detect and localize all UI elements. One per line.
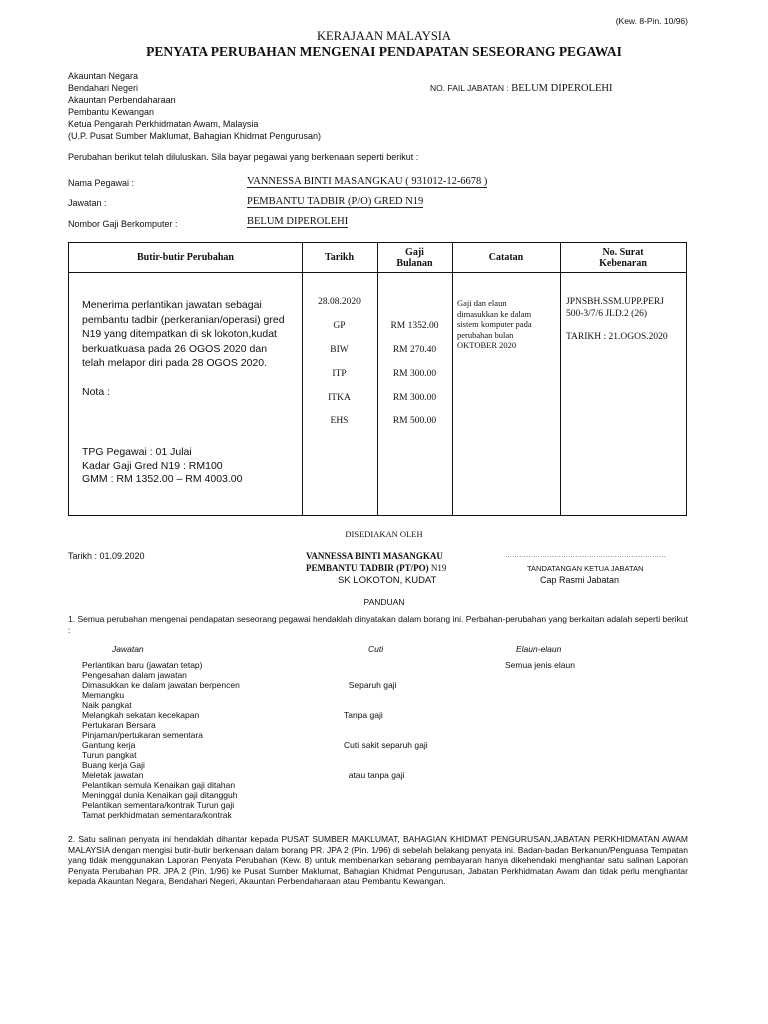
name-value: VANNESSA BINTI MASANGKAU ( 931012-12-6678 ) — [247, 176, 488, 187]
col-header-salary-line1: Gaji — [405, 246, 424, 258]
details-line: berkuatkuasa pada 26 OGOS 2020 dan — [82, 342, 268, 355]
list-item: Tanpa gaji — [344, 710, 383, 720]
col-header-date: Tarikh — [324, 252, 355, 263]
recipient-item: (U.P. Pusat Sumber Maklumat, Bahagian Khidmat Pengurusan) — [68, 131, 321, 141]
col-header-details: Butir-butir Perubahan — [137, 252, 234, 263]
details-line: Menerima perlantikan jawatan sebagai — [82, 299, 262, 311]
details-line: pembantu tadbir (perkeranian/operasi) gred — [82, 313, 285, 326]
pay-code: ITKA — [328, 393, 351, 403]
intro-text: Perubahan berikut telah diluluskan. Sila bayar pegawai yang berkenaan seperti berikut : — [68, 152, 419, 162]
date-value: 28.08.2020 — [318, 297, 361, 307]
pay-amount: RM 500.00 — [392, 416, 437, 426]
list-item: Pelantikan semula Kenaikan gaji ditahan — [82, 780, 236, 790]
letter-ref — [566, 296, 664, 320]
pay-amount: RM 270.40 — [392, 345, 437, 355]
guide-title: PANDUAN — [363, 597, 405, 607]
jawatan-heading: Jawatan — [112, 644, 144, 654]
guide-paragraph-1: 1. Semua perubahan mengenai pendapatan seseorang pegawai hendaklah dinyatakan dalam borang ini. Perbahan-perubahan yang berkaitan adalah seperti berikut : — [68, 614, 688, 635]
position-value: PEMBANTU TADBIR (P/O) GRED N19 — [247, 196, 424, 207]
form-code: (Kew. 8-Pin. 10/96) — [615, 16, 688, 26]
list-item: Naik pangkat — [82, 700, 132, 710]
list-item: atau tanpa gaji — [344, 770, 405, 780]
list-item: Cuti sakit separuh gaji — [344, 740, 428, 750]
table-divider — [560, 243, 561, 515]
list-item: Buang kerja Gaji — [82, 760, 145, 770]
table-divider — [452, 243, 453, 515]
cuti-heading: Cuti — [368, 644, 384, 654]
pay-amount: RM 300.00 — [392, 393, 437, 403]
recipient-list — [68, 70, 321, 142]
pay-code: BIW — [330, 345, 349, 355]
preparer-role-grade: N19 — [428, 563, 447, 573]
col-header-salary-line2: Bulanan — [396, 257, 433, 269]
list-item: Gantung kerja — [82, 740, 136, 750]
position-label: Jawatan : — [68, 198, 107, 208]
col-header-notes: Catatan — [488, 252, 524, 263]
table-divider — [377, 243, 378, 515]
list-item: Dimasukkan ke dalam jawatan berpencen — [82, 680, 240, 690]
col-header-letter — [560, 243, 686, 272]
signature-line: …………………………………………………………… — [505, 552, 666, 559]
list-item: Pinjaman/pertukaran sementara — [82, 730, 203, 740]
file-number-value: BELUM DIPEROLEHI — [511, 83, 613, 94]
recipient-item: Ketua Pengarah Perkhidmatan Awam, Malaysia — [68, 119, 259, 129]
tpg-text — [82, 446, 243, 487]
preparer-role — [306, 563, 446, 573]
nota-label: Nota : — [82, 386, 111, 398]
pay-code: EHS — [330, 416, 349, 426]
details-line: telah melapor diri pada 28 OGOS 2020. — [82, 357, 268, 369]
list-item: Meletak jawatan — [82, 770, 144, 780]
government-heading: KERAJAAN MALAYSIA — [317, 29, 451, 43]
list-item: Semua jenis elaun — [505, 660, 575, 670]
page-title: PENYATA PERUBAHAN MENGENAI PENDAPATAN SESEORANG PEGAWAI — [146, 44, 622, 59]
file-number-label: NO. FAIL JABATAN : — [430, 83, 509, 93]
prepared-by-label: DISEDIAKAN OLEH — [345, 529, 423, 539]
notes-line: perubahan bulan — [457, 329, 514, 340]
recipient-item: Bendahari Negeri — [68, 83, 139, 93]
notes-line: Gaji dan elaun — [457, 298, 507, 308]
guide-paragraph-2: 2. Satu salinan penyata ini hendaklah dihantar kepada PUSAT SUMBER MAKLUMAT, BAHAGIAN KHIDMAT PENGURUSAN,JABATAN PERKHIDMATAN AWAM MALAYSIA dengan mengisi butir-butir berkenaan dalam borang PR. JPA 2 (Pin. 1/96) di sebelah belakang penyata ini. Badan-badan Berkanun/Penguasa Tempatan yang tidak menggunakan Laporan Penyata Perubahan (Kew. 8) untuk membenarkan sebarang pembayaran hanya dikehendaki menghantar satu salinan Laporan Penyata Perubahan PR. JPA 2 (Pin. 1/96) ke Pusat Sumber Maklumat, Bahagian Khidmat Pengurusan, Jabatan Perkhidmatan Awam dan tidak perlu menghantar kepada Akauntan Negara, Bendahari Negeri, Akauntan Perbendaharaan atau Pembantu Kewangan. — [68, 834, 688, 886]
letter-line: 500-3/7/6 JLD.2 (26) — [566, 309, 648, 319]
salary-number-value: BELUM DIPEROLEHI — [247, 216, 349, 227]
notes-line: OKTOBER 2020 — [457, 340, 517, 350]
table-header-rule — [69, 272, 686, 273]
list-item: Perlantikan baru (jawatan tetap) — [82, 660, 203, 670]
letter-date: TARIKH : 21.OGOS.2020 — [566, 332, 668, 342]
elaun-heading: Elaun-elaun — [516, 644, 562, 654]
list-item: Separuh gaji — [344, 680, 397, 690]
stamp-label: Cap Rasmi Jabatan — [540, 575, 620, 585]
preparer-name: VANNESSA BINTI MASANGKAU — [306, 551, 443, 561]
file-number — [430, 83, 612, 94]
pay-amount: RM 1352.00 — [390, 321, 439, 331]
details-text — [82, 298, 285, 371]
list-item: Memangku — [82, 690, 125, 700]
list-item: Melangkah sekatan kecekapan — [82, 710, 200, 720]
pay-amount: RM 300.00 — [392, 369, 437, 379]
elaun-list — [505, 660, 575, 670]
preparer-role-title: PEMBANTU TADBIR (PT/PO) — [306, 563, 429, 573]
tpg-line: TPG Pegawai : 01 Julai — [82, 446, 192, 458]
notes-text — [457, 298, 532, 351]
pay-code: GP — [333, 321, 346, 331]
notes-line: dimasukkan ke dalam — [457, 308, 532, 319]
list-item: Pelantikan sementara/kontrak Turun gaji — [82, 800, 235, 810]
list-item: Pertukaran Bersara — [82, 720, 156, 730]
list-item: Pengesahan dalam jawatan — [82, 670, 187, 680]
col-header-letter-line2: Kebenaran — [599, 257, 647, 269]
preparer-school: SK LOKOTON, KUDAT — [338, 575, 437, 586]
list-item: Meninggal dunia Kenaikan gaji ditangguh — [82, 790, 238, 800]
col-header-letter-line1: No. Surat — [602, 246, 644, 258]
recipient-item: Akauntan Perbendaharaan — [68, 95, 176, 105]
recipient-item: Pembantu Kewangan — [68, 107, 155, 117]
tpg-line: GMM : RM 1352.00 – RM 4003.00 — [82, 473, 243, 485]
col-header-salary — [377, 243, 452, 272]
tpg-line: Kadar Gaji Gred N19 : RM100 — [82, 459, 223, 472]
list-item: Tamat perkhidmatan sementara/kontrak — [82, 810, 232, 820]
salary-number-label: Nombor Gaji Berkomputer : — [68, 219, 178, 229]
cuti-list — [344, 660, 428, 790]
changes-table — [68, 242, 687, 516]
prepared-date: Tarikh : 01.09.2020 — [68, 551, 145, 561]
jawatan-list — [82, 660, 240, 820]
list-item: Turun pangkat — [82, 750, 137, 760]
details-line: N19 yang ditempatkan di sk lokoton,kudat — [82, 328, 277, 340]
notes-line: sistem komputer pada — [457, 319, 532, 329]
recipient-item: Akauntan Negara — [68, 71, 139, 81]
letter-line: JPNSBH.SSM.UPP.PERJ — [566, 297, 664, 307]
signature-label: TANDATANGAN KETUA JABATAN — [527, 564, 644, 573]
name-label: Nama Pegawai : — [68, 178, 135, 188]
table-divider — [302, 243, 303, 515]
pay-code: ITP — [332, 369, 347, 379]
